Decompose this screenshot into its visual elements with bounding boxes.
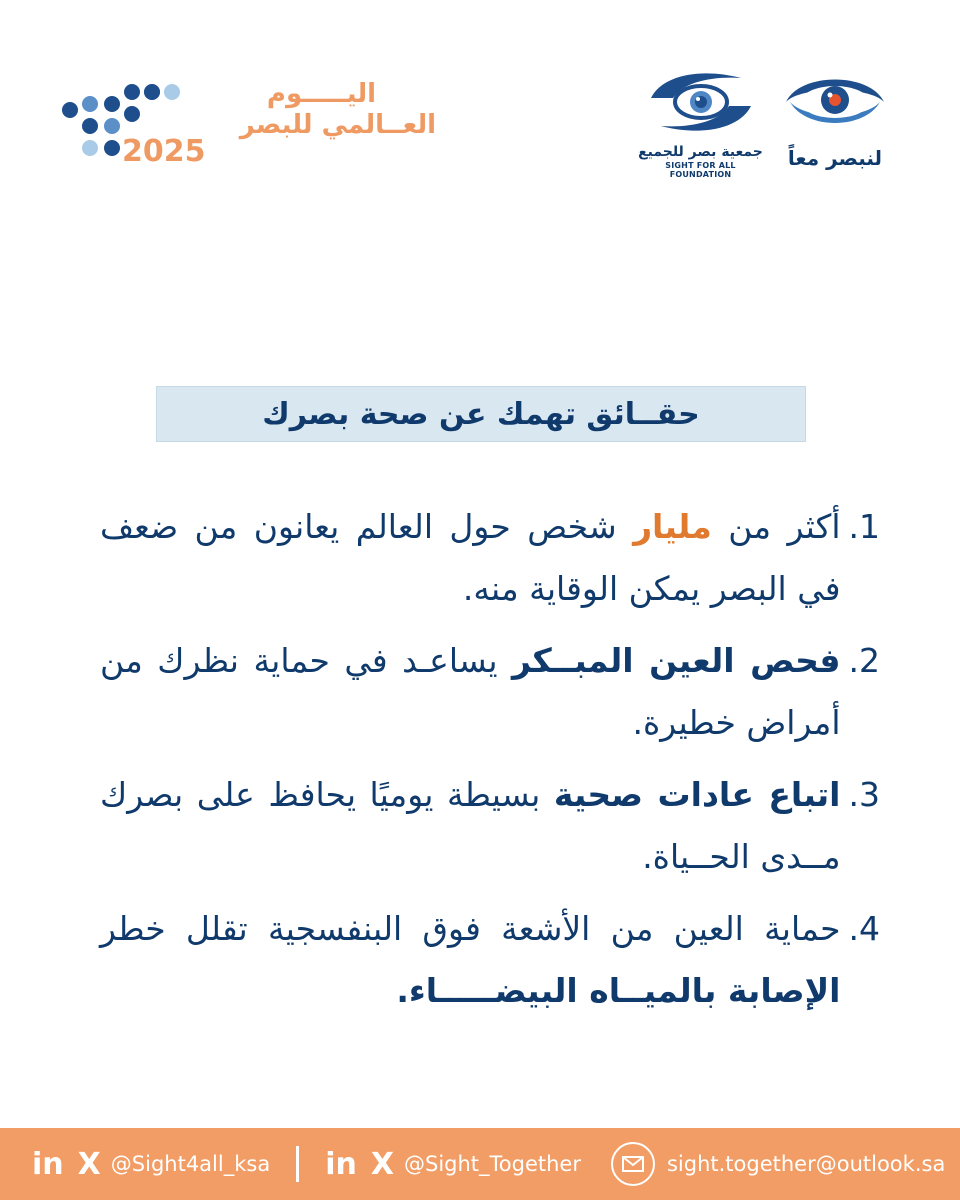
event-title-line1: اليـــــوم [266, 79, 376, 109]
event-logo-text [176, 78, 436, 140]
fact-text [100, 630, 841, 754]
fact-number: 1. [848, 507, 880, 546]
logo-dot [104, 140, 120, 156]
fact-highlight: فحص العين المبــكر [512, 641, 841, 680]
event-title-line2: العــالمي للبصر [239, 110, 436, 140]
logo-dot [104, 96, 120, 112]
logo-dot [82, 96, 98, 112]
footer-bar [0, 1128, 960, 1200]
sight-for-all-english: SIGHT FOR ALL FOUNDATION [665, 161, 736, 179]
fact-text-post: بسيطة يوميًا يحافظ على بصرك مــدى الحــياة. [100, 775, 841, 876]
fact-text-pre: حماية العين من الأشعة فوق البنفسجية تقلل خطر [100, 909, 841, 948]
fact-item-1 [100, 496, 880, 620]
page-title: حقــائق تهمك عن صحة بصرك [262, 396, 700, 432]
linkedin-icon[interactable]: in [325, 1146, 357, 1182]
email-address[interactable]: sight.together@outlook.sa [666, 1152, 946, 1176]
fact-number: 4. [848, 909, 880, 948]
mail-icon [611, 1142, 655, 1186]
logo-dot [82, 118, 98, 134]
fact-item-3 [100, 764, 880, 888]
title-banner [156, 386, 806, 442]
fact-text-post: يساعـد في حماية نظرك من أمراض خطيرة. [100, 641, 841, 742]
sight-for-all-logo [638, 68, 763, 179]
event-year: 2025 [122, 134, 206, 169]
linkedin-icon[interactable]: in [32, 1146, 64, 1182]
logo-dot [124, 106, 140, 122]
fact-text [100, 764, 841, 888]
sight-together-arabic: لنبصر معاً [787, 146, 883, 170]
facts-list [100, 496, 880, 1032]
logo-dot [104, 118, 120, 134]
sight-together-logo [780, 62, 890, 174]
fact-highlight: مليار [633, 507, 712, 546]
eye-icon [780, 62, 890, 140]
sight-for-all-arabic: جمعية بصر للجميع [638, 144, 763, 160]
world-sight-day-logo [58, 78, 436, 169]
fact-item-4 [100, 898, 880, 1022]
handle-sight4all[interactable]: @Sight4all_ksa [110, 1152, 271, 1176]
fact-text-pre: أكثر من [711, 507, 841, 546]
footer-divider [296, 1146, 299, 1182]
x-icon[interactable]: X [370, 1146, 394, 1182]
x-icon[interactable]: X [77, 1146, 101, 1182]
social-group-2 [325, 1147, 581, 1182]
fact-number: 2. [848, 641, 880, 680]
fact-text [100, 496, 841, 620]
fact-text [100, 898, 841, 1022]
social-group-1 [32, 1147, 270, 1182]
email-group [611, 1142, 945, 1186]
fact-text-post: شخص حول العالم يعانون من ضعف في البصر يمكن الوقاية منه. [100, 507, 841, 608]
fact-highlight: الإصابة بالميــاه البيضـــــاء. [396, 971, 841, 1010]
handle-sight-together[interactable]: @Sight_Together [403, 1152, 581, 1176]
fact-number: 3. [848, 775, 880, 814]
logo-dot [82, 140, 98, 156]
logo-dot [62, 102, 78, 118]
fact-item-2 [100, 630, 880, 754]
hands-eye-icon [643, 68, 759, 136]
logo-dot [124, 84, 140, 100]
fact-highlight: اتباع عادات صحية [553, 775, 841, 814]
logo-dot [144, 84, 160, 100]
